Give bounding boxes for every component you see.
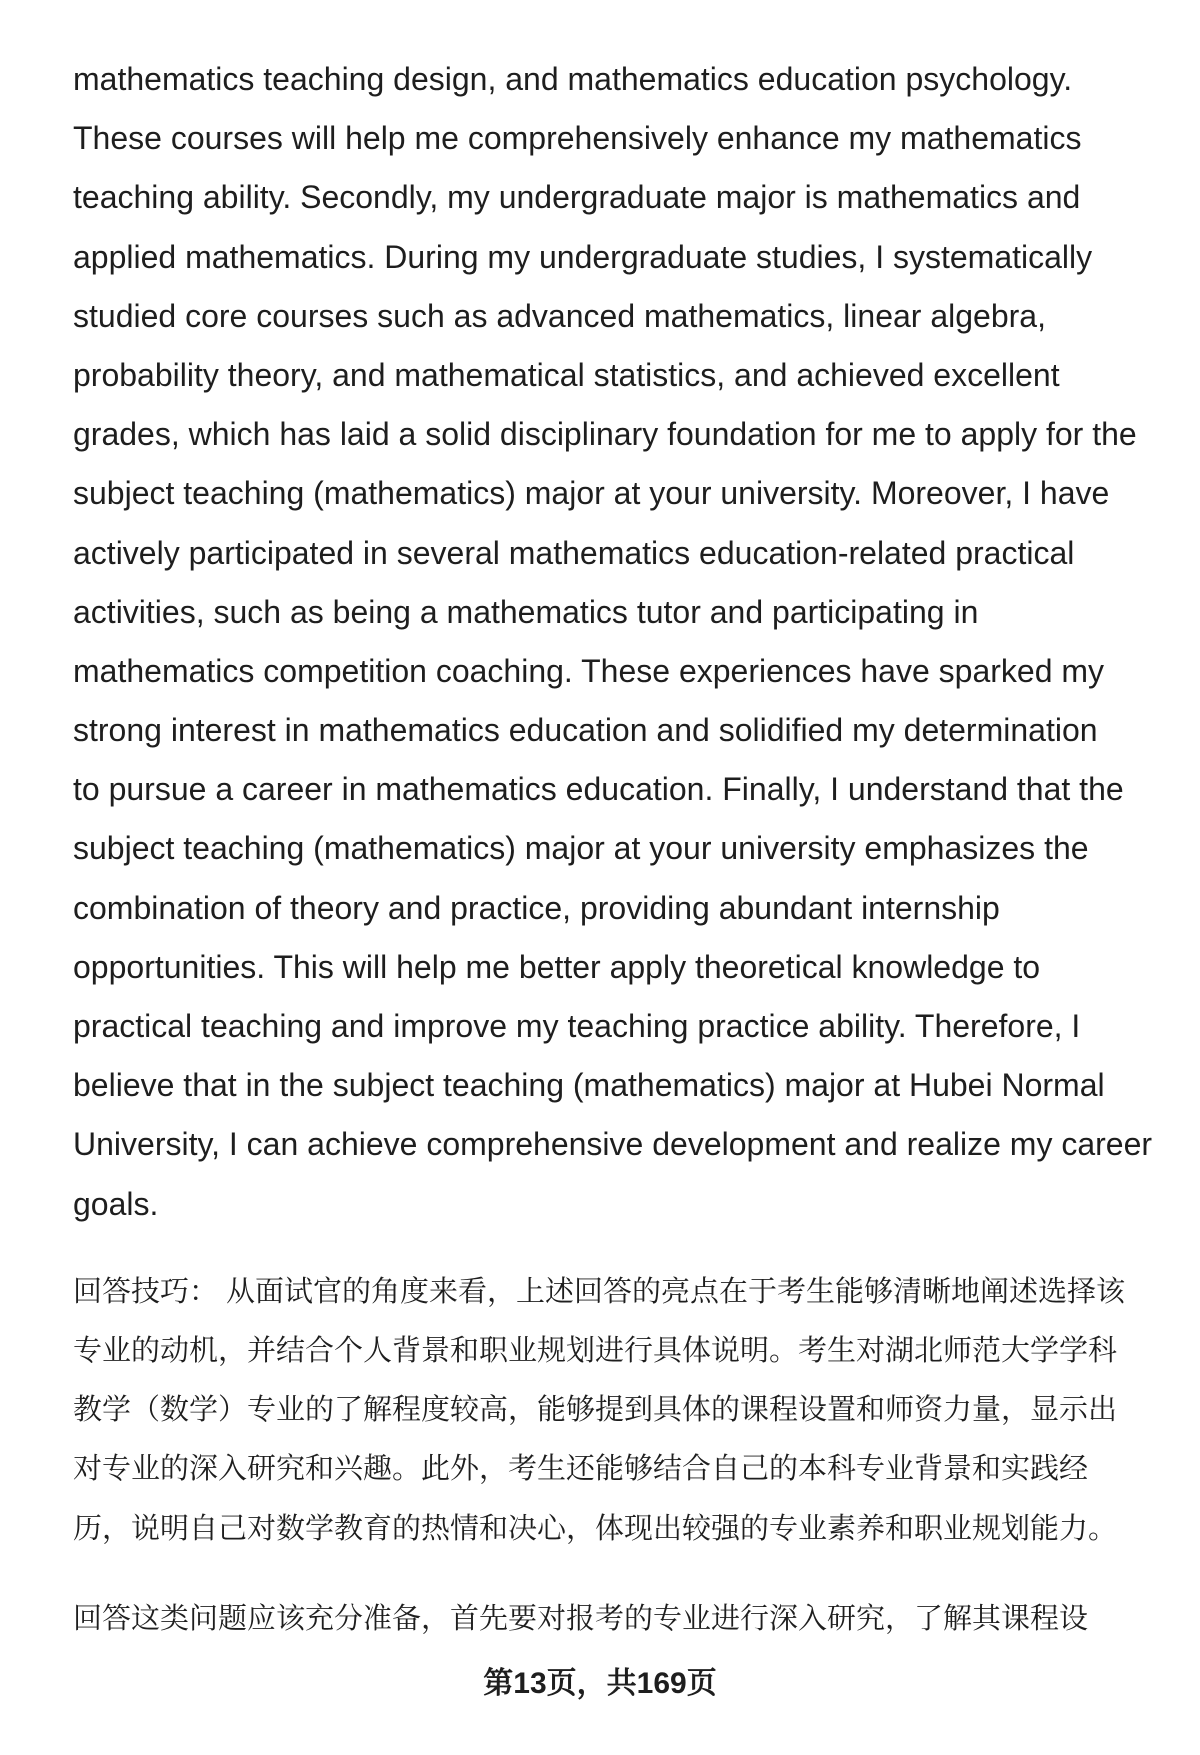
- answer-tips-paragraph: [73, 1263, 1173, 1559]
- text-line: 历，说明自己对数学教育的热情和决心，体现出较强的专业素养和职业规划能力。: [73, 1512, 1118, 1545]
- text-line: probability theory, and mathematical statistics, and achieved excellent: [73, 356, 1060, 393]
- text-line: actively participated in several mathematics education-related practical: [73, 534, 1075, 571]
- text-line: 教学（数学）专业的了解程度较高，能够提到具体的课程设置和师资力量，显示出: [73, 1394, 1118, 1427]
- text-line: applied mathematics. During my undergraduate studies, I systematically: [73, 238, 1093, 275]
- preparation-advice-paragraph: [73, 1590, 1173, 1649]
- text-line: subject teaching (mathematics) major at your university emphasizes the: [73, 830, 1089, 867]
- text-line: combination of theory and practice, providing abundant internship: [73, 889, 1000, 926]
- text-line: practical teaching and improve my teaching practice ability. Therefore, I: [73, 1008, 1081, 1044]
- text-line: strong interest in mathematics education and solidified my determination: [73, 712, 1098, 749]
- text-line: subject teaching (mathematics) major at your university. Moreover, I have: [73, 475, 1110, 512]
- text-line: activities, such as being a mathematics tutor and participating in: [73, 593, 979, 630]
- answer-paragraph: [73, 50, 1173, 1234]
- text-line: 回答这类问题应该充分准备，首先要对报考的专业进行深入研究，了解其课程设: [73, 1602, 1089, 1635]
- text-line: goals.: [73, 1185, 159, 1222]
- text-line: teaching ability. Secondly, my undergraduate major is mathematics and: [73, 179, 1081, 216]
- text-line: 对专业的深入研究和兴趣。此外，考生还能够结合自己的本科专业背景和实践经: [73, 1453, 1089, 1486]
- text-line: to pursue a career in mathematics education. Finally, I understand that the: [73, 771, 1124, 808]
- page-number-footer: 第13页，共169页: [483, 1667, 717, 1700]
- text-line: opportunities. This will help me better apply theoretical knowledge to: [73, 948, 1041, 985]
- page-content: [73, 50, 1173, 1649]
- text-line: 专业的动机，并结合个人背景和职业规划进行具体说明。考生对湖北师范大学学科: [73, 1334, 1118, 1367]
- text-line: studied core courses such as advanced mathematics, linear algebra,: [73, 297, 1046, 334]
- text-line: University, I can achieve comprehensive development and realize my career: [73, 1126, 1153, 1163]
- text-line: believe that in the subject teaching (mathematics) major at Hubei Normal: [73, 1067, 1105, 1104]
- text-line: grades, which has laid a solid disciplinary foundation for me to apply for the: [73, 416, 1137, 453]
- text-line: mathematics teaching design, and mathematics education psychology.: [73, 61, 1073, 97]
- text-line: mathematics competition coaching. These experiences have sparked my: [73, 652, 1105, 689]
- text-line: 回答技巧： 从面试官的角度来看，上述回答的亮点在于考生能够清晰地阐述选择该: [73, 1275, 1126, 1308]
- text-line: These courses will help me comprehensively enhance my mathematics: [73, 120, 1082, 157]
